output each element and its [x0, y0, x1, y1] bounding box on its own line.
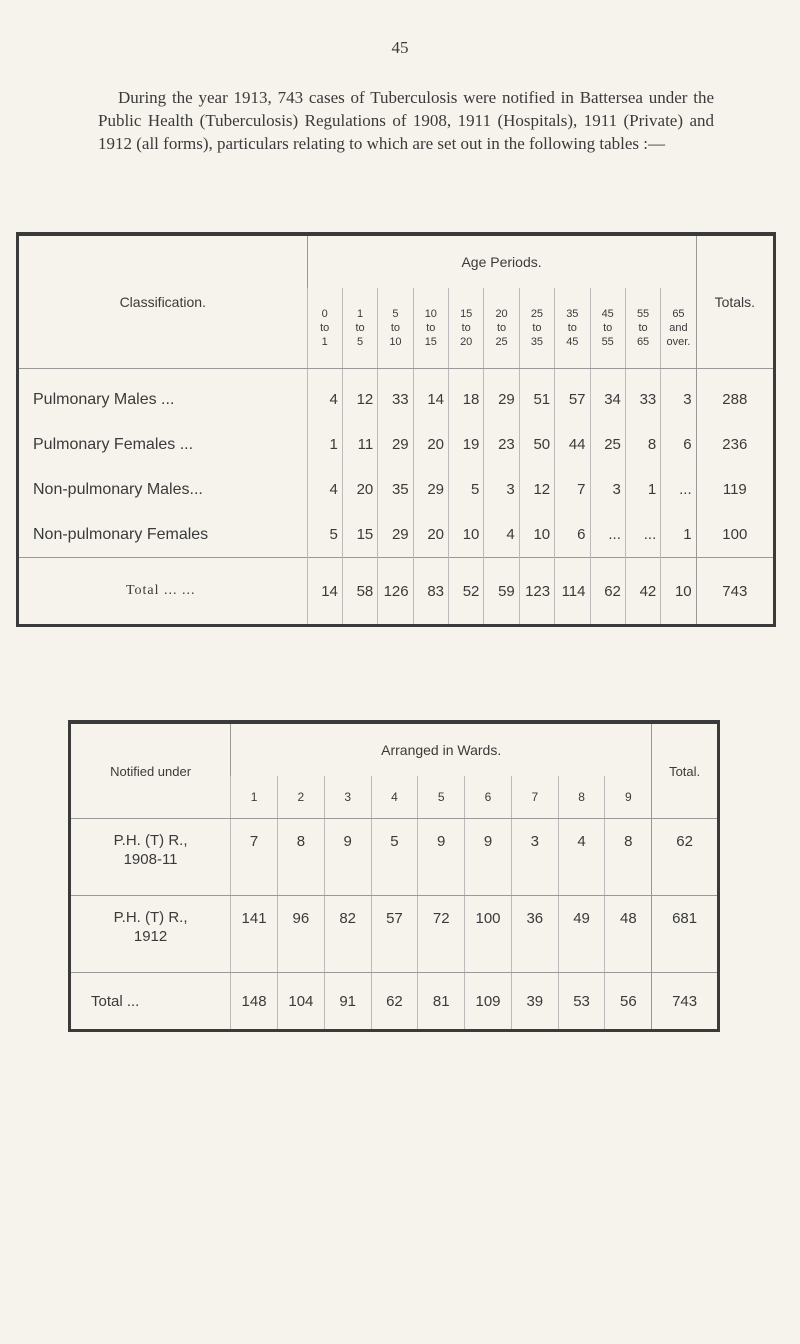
age-column-header-part: to: [355, 322, 365, 334]
total-cell: 91: [324, 973, 371, 1031]
age-column-header: [378, 288, 413, 369]
row-total: 681: [652, 896, 719, 973]
total-cell: 123: [519, 558, 554, 626]
row-label: Non-pulmonary Males...: [33, 480, 203, 498]
wards-table-body: [70, 819, 719, 973]
table-cell: 49: [558, 896, 605, 973]
total-cell: 126: [378, 558, 413, 626]
wards-table-total-row: [70, 973, 719, 1031]
age-column-header-part: 5: [357, 336, 364, 348]
table-cell: 50: [519, 422, 554, 467]
age-periods-table: [16, 232, 776, 627]
table-cell: 12: [519, 467, 554, 512]
age-column-header: [413, 288, 448, 369]
row-label-line: P.H. (T) R.,: [113, 832, 188, 849]
table-cell: 3: [590, 467, 625, 512]
total-cell: 148: [231, 973, 278, 1031]
row-label-line: 1912: [133, 928, 168, 945]
ward-column-header: 3: [324, 776, 371, 819]
age-column-header: [484, 288, 519, 369]
total-cell: 81: [418, 973, 465, 1031]
age-column-header-part: 45: [566, 336, 579, 348]
table-cell: 29: [484, 369, 519, 423]
total-cell: 59: [484, 558, 519, 626]
table-cell: 82: [324, 896, 371, 973]
row-label-line: 1908-11: [123, 851, 178, 868]
age-column-header-part: 15: [460, 308, 473, 320]
age-column-header: [342, 288, 377, 369]
table-row: [18, 369, 775, 423]
row-label: [70, 896, 231, 973]
total-cell: 109: [465, 973, 512, 1031]
table-cell: 6: [661, 422, 696, 467]
age-column-header: [307, 288, 342, 369]
age-column-header-part: 20: [460, 336, 473, 348]
table-cell: 4: [307, 467, 342, 512]
table-cell: 57: [555, 369, 590, 423]
table-cell: ...: [590, 512, 625, 558]
table-cell: ...: [661, 467, 696, 512]
table-cell: 4: [484, 512, 519, 558]
total-label: Total ...: [91, 992, 140, 1010]
table-cell: 10: [519, 512, 554, 558]
table-cell: 8: [277, 819, 324, 896]
age-column-header: [590, 288, 625, 369]
table-cell: 3: [511, 819, 558, 896]
total-cell: 58: [342, 558, 377, 626]
row-total: 119: [696, 467, 774, 512]
total-label: Total ... ...: [18, 558, 308, 626]
table-cell: 72: [418, 896, 465, 973]
total-cell: 62: [590, 558, 625, 626]
total-cell: 62: [371, 973, 418, 1031]
age-column-header: [519, 288, 554, 369]
age-column-header-part: to: [532, 322, 542, 334]
row-total: 100: [696, 512, 774, 558]
age-column-header-part: 0: [321, 308, 328, 320]
table-cell: 1: [307, 422, 342, 467]
age-column-header-part: to: [426, 322, 436, 334]
row-label: [70, 819, 231, 896]
total-cell: 39: [511, 973, 558, 1031]
total-cell: 14: [307, 558, 342, 626]
table-cell: ...: [625, 512, 660, 558]
table-cell: 4: [558, 819, 605, 896]
row-total: 236: [696, 422, 774, 467]
age-column-header-part: 25: [495, 336, 508, 348]
table-cell: 1: [625, 467, 660, 512]
age-table-body: [18, 369, 775, 558]
table-cell: 20: [342, 467, 377, 512]
wards-table: [68, 720, 720, 1032]
table-cell: 9: [418, 819, 465, 896]
table-cell: 51: [519, 369, 554, 423]
table-cell: 34: [590, 369, 625, 423]
age-column-header-part: to: [638, 322, 648, 334]
table-cell: 5: [449, 467, 484, 512]
table-cell: 7: [231, 819, 278, 896]
page-number: 45: [391, 38, 409, 57]
totals-header: Totals.: [696, 234, 774, 369]
age-column-header-part: to: [603, 322, 613, 334]
table-cell: 29: [413, 467, 448, 512]
row-label: Pulmonary Males ...: [33, 390, 175, 408]
table-row: [70, 819, 719, 896]
table-cell: 96: [277, 896, 324, 973]
total-cell: 53: [558, 973, 605, 1031]
ward-column-header: 4: [371, 776, 418, 819]
intro-paragraph: During the year 1913, 743 cases of Tuberculosis were notified in Battersea under the Public Health (Tuberculosis) Regulations of 1908, 1911 (Hospitals), 1911 (Private) and 1912 (all forms), particulars relating to which are set out in the following tables :—: [98, 88, 714, 153]
total-cell: 104: [277, 973, 324, 1031]
table-cell: 12: [342, 369, 377, 423]
table-cell: 14: [413, 369, 448, 423]
table-cell: 9: [465, 819, 512, 896]
row-label: Pulmonary Females ...: [33, 435, 194, 453]
grand-total: 743: [696, 558, 774, 626]
table-cell: 8: [625, 422, 660, 467]
table-cell: 3: [661, 369, 696, 423]
ward-column-header: 1: [231, 776, 278, 819]
table-cell: 7: [555, 467, 590, 512]
ward-total-header: Total.: [652, 722, 719, 819]
age-column-header: [625, 288, 660, 369]
age-column-header-part: and: [669, 322, 688, 334]
age-periods-header: Age Periods.: [307, 234, 696, 288]
total-cell: 83: [413, 558, 448, 626]
age-column-header-part: 1: [321, 336, 328, 348]
table-cell: 19: [449, 422, 484, 467]
table-cell: 29: [378, 422, 413, 467]
age-column-header-part: 15: [424, 336, 437, 348]
row-label: Non-pulmonary Females: [33, 525, 209, 543]
age-column-header-part: 10: [389, 336, 402, 348]
age-column-header-part: 65: [672, 308, 685, 320]
table-cell: 6: [555, 512, 590, 558]
age-column-header: [661, 288, 696, 369]
age-column-header-part: to: [496, 322, 507, 334]
table-cell: 5: [307, 512, 342, 558]
total-cell: 10: [661, 558, 696, 626]
age-column-header-part: to: [320, 322, 330, 334]
table-cell: 3: [484, 467, 519, 512]
age-column-header: [555, 288, 590, 369]
age-column-header-part: to: [567, 322, 577, 334]
ward-column-header: 6: [465, 776, 512, 819]
table-cell: 48: [605, 896, 652, 973]
table-cell: 20: [413, 512, 448, 558]
table-cell: 9: [324, 819, 371, 896]
age-column-header-part: 1: [357, 308, 364, 320]
classification-header: Classification.: [18, 234, 308, 369]
wards-header: Arranged in Wards.: [231, 722, 652, 776]
table-row: [18, 512, 775, 558]
ward-column-header: 5: [418, 776, 465, 819]
row-label-line: P.H. (T) R.,: [113, 909, 188, 926]
age-table-total-row: [18, 558, 775, 626]
row-total: 288: [696, 369, 774, 423]
age-column-header-part: 45: [601, 308, 614, 320]
table-cell: 44: [555, 422, 590, 467]
table-cell: 5: [371, 819, 418, 896]
age-column-header-part: 65: [636, 336, 650, 348]
table-cell: 1: [661, 512, 696, 558]
age-column-header-part: 55: [636, 308, 650, 320]
table-row: [18, 422, 775, 467]
age-column-header-part: over.: [666, 336, 691, 348]
age-column-header-part: 10: [424, 308, 437, 320]
ward-column-header: 7: [511, 776, 558, 819]
table-cell: 33: [625, 369, 660, 423]
age-column-header-part: to: [461, 322, 471, 334]
total-cell: 42: [625, 558, 660, 626]
age-column-header-part: 35: [530, 336, 544, 348]
ward-column-header: 8: [558, 776, 605, 819]
table-cell: 33: [378, 369, 413, 423]
age-column-header-part: 20: [495, 308, 508, 320]
age-column-header: [449, 288, 484, 369]
table-cell: 18: [449, 369, 484, 423]
table-cell: 57: [371, 896, 418, 973]
table-cell: 8: [605, 819, 652, 896]
table-cell: 11: [342, 422, 377, 467]
table-cell: 36: [511, 896, 558, 973]
age-column-header-part: 35: [566, 308, 579, 320]
total-cell: 114: [555, 558, 590, 626]
table-row: [70, 896, 719, 973]
table-cell: 141: [231, 896, 278, 973]
table-cell: 20: [413, 422, 448, 467]
ward-column-header: 2: [277, 776, 324, 819]
table-cell: 29: [378, 512, 413, 558]
table-cell: 100: [465, 896, 512, 973]
table-cell: 15: [342, 512, 377, 558]
row-total: 62: [652, 819, 719, 896]
age-column-header-part: to: [390, 322, 401, 334]
total-cell: 56: [605, 973, 652, 1031]
notified-under-header: Notified under: [70, 722, 231, 819]
table-cell: 10: [449, 512, 484, 558]
table-cell: 35: [378, 467, 413, 512]
age-column-header-part: 55: [601, 336, 614, 348]
total-cell: 52: [449, 558, 484, 626]
grand-total: 743: [652, 973, 719, 1031]
age-column-header-part: 25: [530, 308, 544, 320]
table-cell: 23: [484, 422, 519, 467]
table-row: [18, 467, 775, 512]
age-column-header-part: 5: [392, 308, 399, 320]
table-cell: 25: [590, 422, 625, 467]
ward-column-header: 9: [605, 776, 652, 819]
table-cell: 4: [307, 369, 342, 423]
